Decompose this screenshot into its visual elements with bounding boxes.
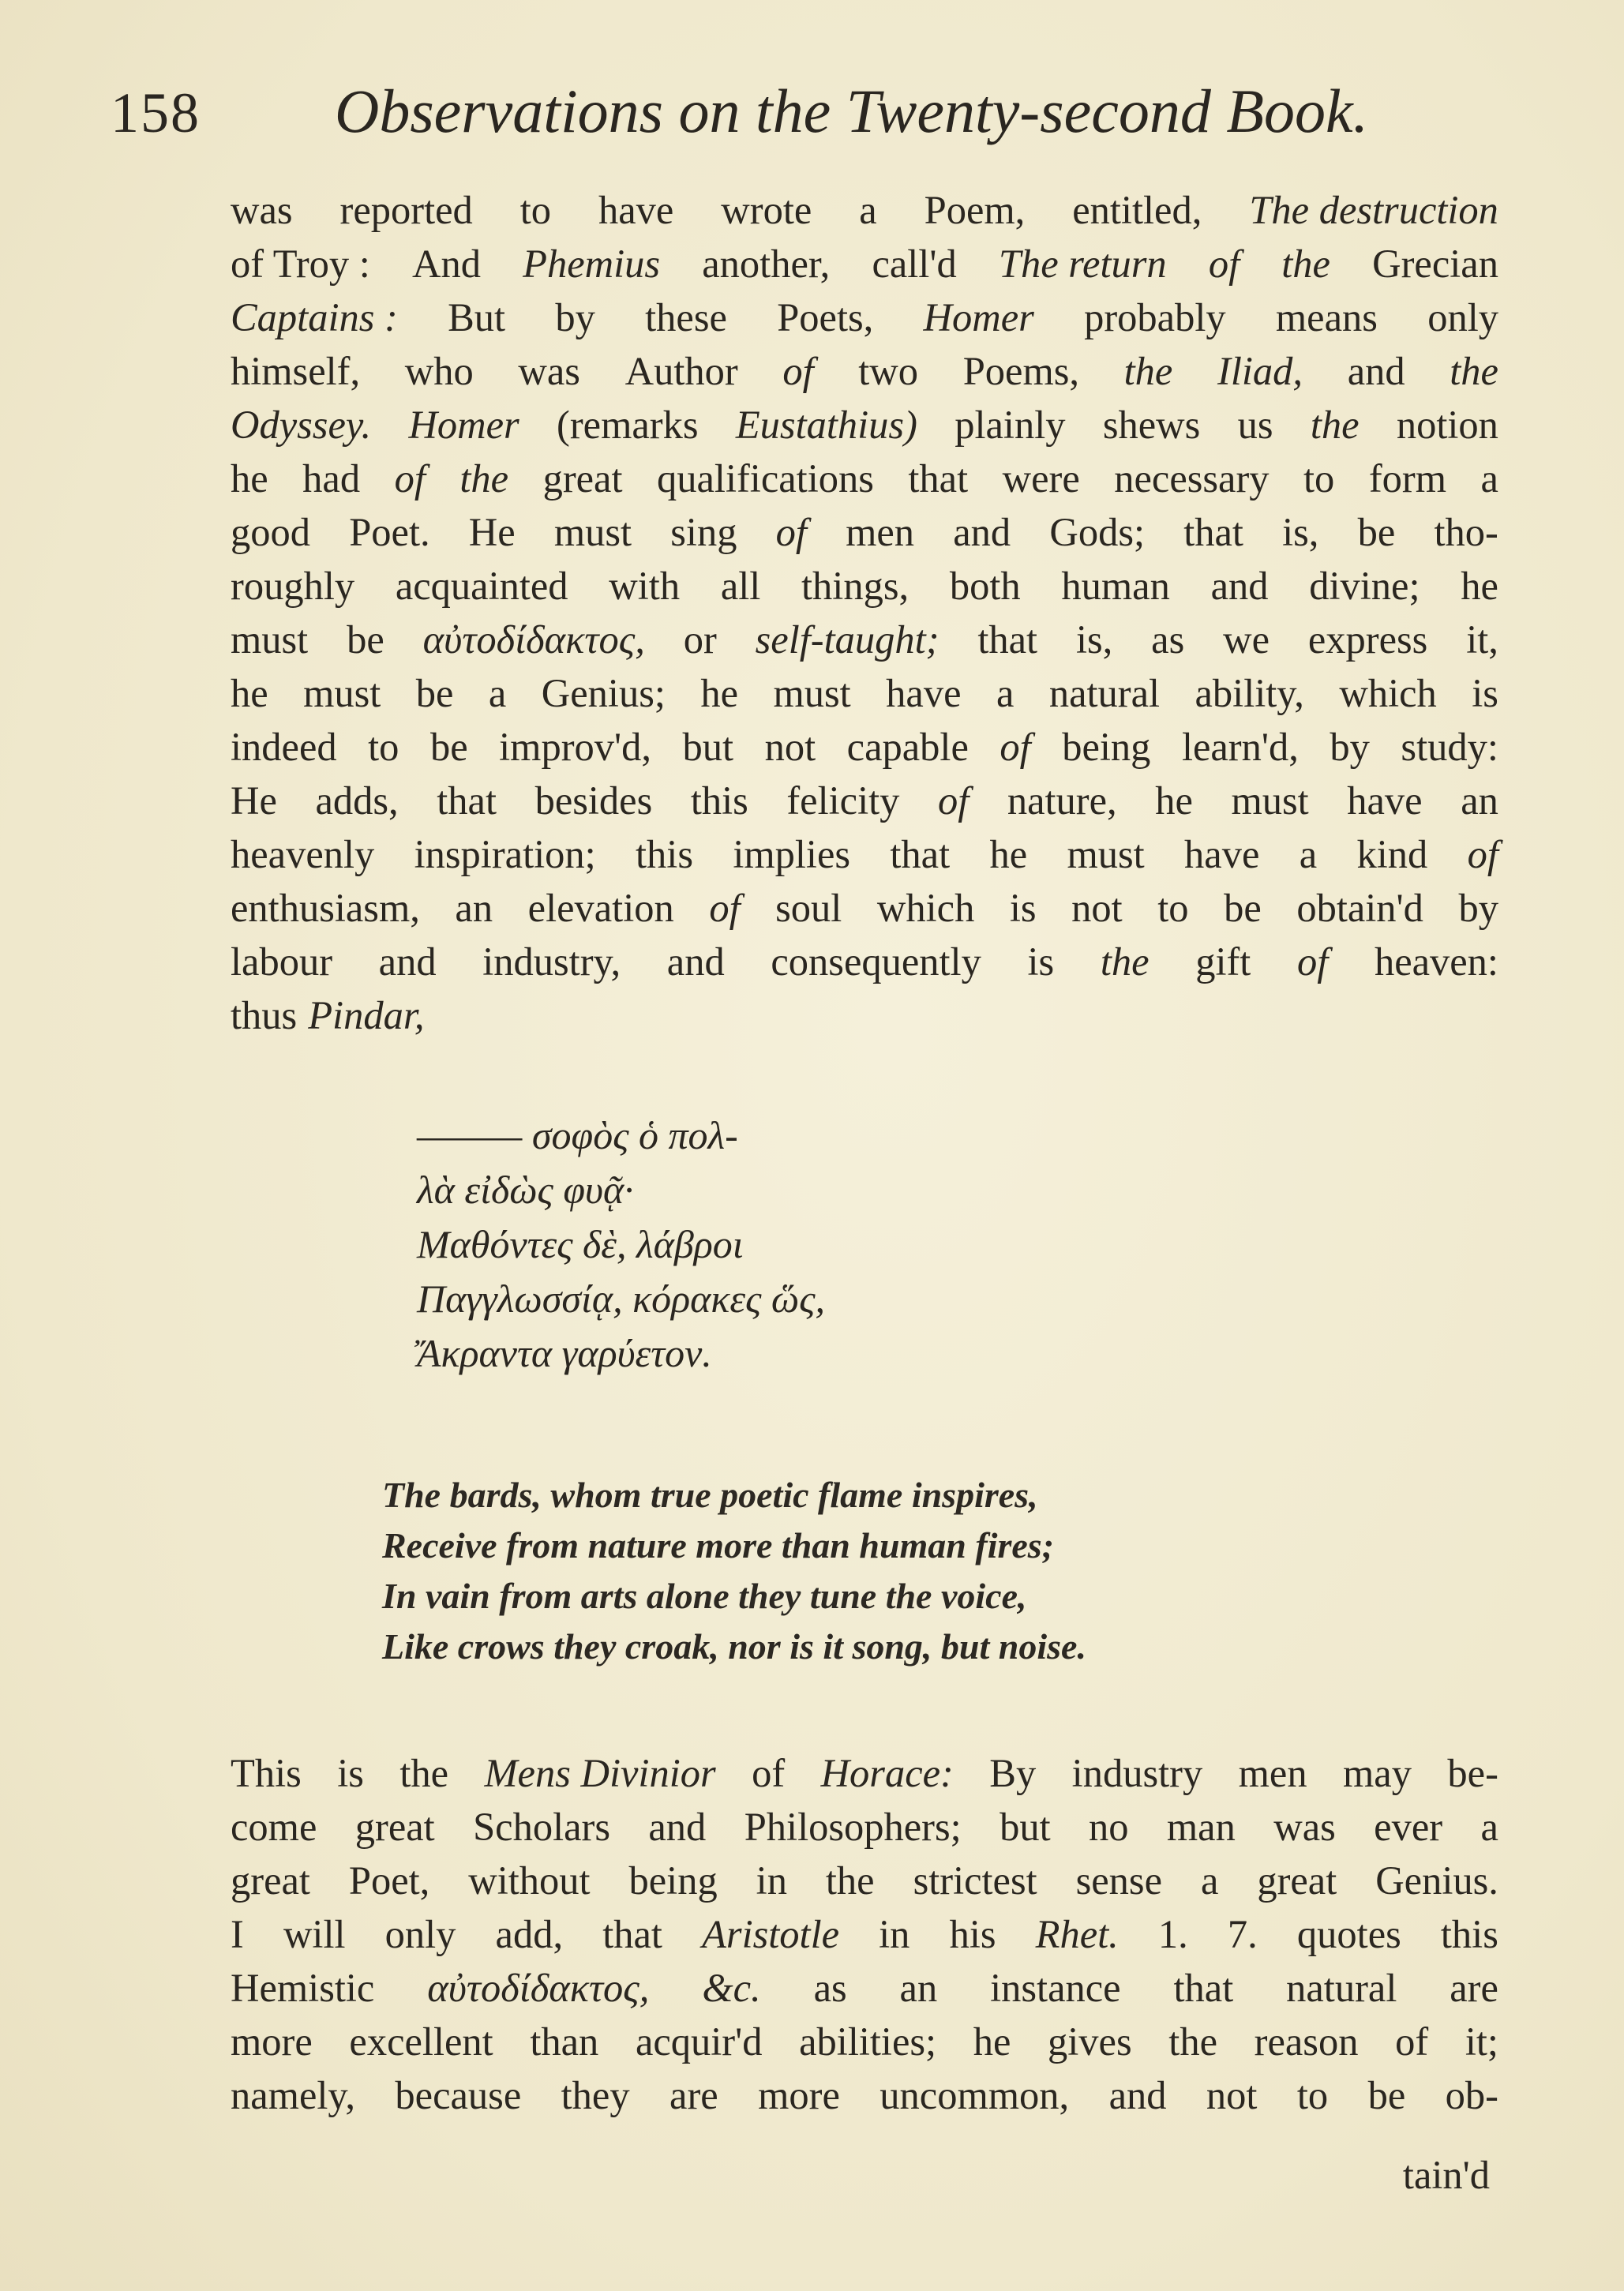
word: who bbox=[404, 349, 474, 393]
word: he bbox=[231, 671, 268, 715]
word: uncommon, bbox=[880, 2073, 1070, 2117]
word: soul bbox=[775, 886, 842, 930]
word: Poet. bbox=[349, 510, 430, 554]
word: reason bbox=[1254, 2019, 1359, 2064]
word: The destruction bbox=[1249, 188, 1498, 232]
word: an bbox=[899, 1966, 938, 2010]
word: means bbox=[1275, 295, 1378, 339]
word: no bbox=[1088, 1805, 1129, 1849]
word: and bbox=[1347, 349, 1405, 393]
word: men bbox=[1238, 1751, 1307, 1795]
word: I bbox=[231, 1912, 244, 1956]
word: By bbox=[989, 1751, 1037, 1795]
word: not bbox=[764, 725, 816, 769]
word: Poet, bbox=[348, 1858, 430, 1903]
text-line bbox=[231, 720, 1498, 774]
text-line bbox=[231, 291, 1498, 344]
word: industry bbox=[1071, 1751, 1203, 1795]
word: of bbox=[394, 456, 426, 501]
word: and bbox=[378, 939, 437, 984]
verse-line: Like crows they croak, nor is it song, but noise. bbox=[382, 1626, 1086, 1667]
word: as bbox=[1151, 617, 1185, 662]
word: a bbox=[488, 671, 507, 715]
word: inspiration; bbox=[414, 832, 596, 876]
word: qualifications bbox=[657, 456, 874, 501]
word: acquainted bbox=[395, 564, 568, 608]
word: Philosophers; bbox=[744, 1805, 962, 1849]
word: Poets, bbox=[777, 295, 874, 339]
word: be bbox=[1357, 510, 1396, 554]
word: indeed bbox=[231, 725, 337, 769]
text-line bbox=[231, 237, 1498, 291]
word: obtain'd bbox=[1296, 886, 1423, 930]
word: will bbox=[283, 1912, 346, 1956]
word: a bbox=[1200, 1858, 1219, 1903]
word: This bbox=[231, 1751, 302, 1795]
word: (remarks bbox=[557, 403, 699, 447]
word: but bbox=[682, 725, 734, 769]
word: of bbox=[1208, 242, 1240, 286]
word: only bbox=[384, 1912, 456, 1956]
word: as bbox=[813, 1966, 847, 2010]
word: of Troy : bbox=[231, 242, 370, 286]
word: quotes bbox=[1296, 1912, 1401, 1956]
word: or bbox=[683, 617, 717, 662]
word: Genius; bbox=[541, 671, 666, 715]
word: Poems, bbox=[962, 349, 1079, 393]
word: the bbox=[825, 1858, 875, 1903]
word: both bbox=[949, 564, 1021, 608]
paragraph-1 bbox=[231, 183, 1498, 1042]
running-title: Observations on the Twenty-second Book. bbox=[335, 77, 1369, 145]
word: Scholars bbox=[473, 1805, 610, 1849]
word: besides bbox=[534, 778, 653, 823]
word: the bbox=[459, 456, 509, 501]
word: of bbox=[709, 886, 741, 930]
word: acquir'd bbox=[635, 2019, 763, 2064]
word: is bbox=[1472, 671, 1498, 715]
word: not bbox=[1071, 886, 1123, 930]
word: strictest bbox=[913, 1858, 1037, 1903]
word: and bbox=[1210, 564, 1269, 608]
text-line bbox=[231, 183, 1498, 237]
word: of bbox=[775, 510, 807, 554]
word: an bbox=[1461, 778, 1498, 823]
word: was bbox=[1273, 1805, 1336, 1849]
word: have bbox=[1347, 778, 1423, 823]
paragraph-2 bbox=[231, 1746, 1498, 2122]
word: have bbox=[598, 188, 674, 232]
word: the bbox=[1168, 2019, 1217, 2064]
text-line bbox=[231, 988, 1498, 1042]
word: Odyssey. bbox=[231, 403, 372, 447]
word: Homer bbox=[408, 403, 519, 447]
word: sing bbox=[670, 510, 737, 554]
text-line bbox=[231, 613, 1498, 666]
word: is bbox=[1027, 939, 1055, 984]
word: instance bbox=[990, 1966, 1121, 2010]
greek-quotation bbox=[417, 1108, 825, 1381]
word: abilities; bbox=[799, 2019, 937, 2064]
text-line bbox=[231, 666, 1498, 720]
word: to bbox=[1157, 886, 1189, 930]
word: have bbox=[886, 671, 962, 715]
word: in bbox=[879, 1912, 910, 1956]
word: tho- bbox=[1434, 510, 1498, 554]
text-line bbox=[231, 1854, 1498, 1907]
word: by bbox=[555, 295, 595, 339]
word: Aristotle bbox=[702, 1912, 840, 1956]
word: a bbox=[1480, 1805, 1498, 1849]
word: things, bbox=[801, 564, 910, 608]
word: may bbox=[1343, 1751, 1412, 1795]
word: self-taught; bbox=[755, 617, 940, 662]
word: in bbox=[756, 1858, 787, 1903]
word: is, bbox=[1282, 510, 1319, 554]
word: necessary bbox=[1114, 456, 1270, 501]
word: enthusiasm, bbox=[231, 886, 420, 930]
word: that bbox=[437, 778, 497, 823]
word: a bbox=[1299, 832, 1318, 876]
word: nature, bbox=[1007, 778, 1117, 823]
word: the bbox=[1281, 242, 1330, 286]
word: more bbox=[758, 2073, 840, 2117]
word: is, bbox=[1075, 617, 1113, 662]
word: Mens Divinior bbox=[484, 1751, 716, 1795]
word: Gods; bbox=[1049, 510, 1146, 554]
word: of bbox=[1000, 725, 1031, 769]
word: all bbox=[720, 564, 761, 608]
word: are bbox=[669, 2073, 718, 2117]
word: natural bbox=[1286, 1966, 1397, 2010]
word: the bbox=[1100, 939, 1150, 984]
word: be bbox=[415, 671, 454, 715]
word: must bbox=[303, 671, 381, 715]
word: gift bbox=[1195, 939, 1251, 984]
word: αὐτοδίδακτος, bbox=[427, 1966, 650, 2010]
word: Captains : bbox=[231, 295, 398, 339]
word: and bbox=[648, 1805, 707, 1849]
word: which bbox=[876, 886, 975, 930]
word: to bbox=[368, 725, 399, 769]
text-line bbox=[231, 935, 1498, 988]
word: that bbox=[977, 617, 1038, 662]
word: Hemistic bbox=[231, 1966, 375, 2010]
word: elevation bbox=[527, 886, 674, 930]
word: come bbox=[231, 1805, 317, 1849]
word: improv'd, bbox=[499, 725, 652, 769]
word: that bbox=[602, 1912, 662, 1956]
word: that bbox=[908, 456, 969, 501]
text-line bbox=[231, 1800, 1498, 1854]
text-line bbox=[231, 452, 1498, 505]
word: it, bbox=[1466, 617, 1498, 662]
word: ability, bbox=[1195, 671, 1304, 715]
word: another, bbox=[702, 242, 831, 286]
page-number: 158 bbox=[111, 81, 201, 144]
word: he bbox=[1461, 564, 1498, 608]
word: two bbox=[858, 349, 919, 393]
word: by bbox=[1458, 886, 1498, 930]
word: be bbox=[347, 617, 384, 662]
word: a bbox=[859, 188, 877, 232]
word: Homer bbox=[923, 295, 1034, 339]
word: the bbox=[1450, 349, 1498, 393]
word: capable bbox=[846, 725, 969, 769]
word: Poem, bbox=[924, 188, 1026, 232]
page-header bbox=[111, 73, 1500, 159]
word: must bbox=[231, 617, 309, 662]
word: be bbox=[429, 725, 468, 769]
word: Eustathius) bbox=[735, 403, 917, 447]
word: 1. bbox=[1157, 1912, 1188, 1956]
word: with bbox=[609, 564, 681, 608]
word: he bbox=[989, 832, 1028, 876]
word: probably bbox=[1084, 295, 1226, 339]
word: this bbox=[690, 778, 748, 823]
word: had bbox=[302, 456, 361, 501]
word: great bbox=[1257, 1858, 1337, 1903]
word: great bbox=[542, 456, 623, 501]
word: of bbox=[1395, 2019, 1429, 2064]
word: felicity bbox=[786, 778, 900, 823]
word: a bbox=[1480, 456, 1498, 501]
word: ever bbox=[1374, 1805, 1443, 1849]
word: Rhet. bbox=[1035, 1912, 1119, 1956]
word: be bbox=[1367, 2073, 1406, 2117]
word: man bbox=[1166, 1805, 1236, 1849]
word: he bbox=[1155, 778, 1193, 823]
word: of bbox=[1467, 832, 1498, 876]
word: labour bbox=[231, 939, 333, 984]
word: be bbox=[1224, 886, 1262, 930]
catchword: tain'd bbox=[1402, 2153, 1490, 2197]
word: the bbox=[1310, 403, 1360, 447]
word: were bbox=[1002, 456, 1080, 501]
text-line bbox=[231, 827, 1498, 881]
word: heaven: bbox=[1374, 939, 1498, 984]
word: is bbox=[1009, 886, 1037, 930]
word: being bbox=[1062, 725, 1151, 769]
word: must bbox=[1231, 778, 1309, 823]
word: He bbox=[231, 778, 277, 823]
greek-verse-line: Παγγλωσσίᾳ, κόρακες ὥς, bbox=[417, 1277, 825, 1321]
word: us bbox=[1237, 403, 1273, 447]
word: was bbox=[231, 188, 293, 232]
word: he bbox=[700, 671, 739, 715]
word: that bbox=[890, 832, 951, 876]
text-line bbox=[231, 1961, 1498, 2015]
word: Grecian bbox=[1372, 242, 1498, 286]
text-line bbox=[231, 344, 1498, 398]
word: heavenly bbox=[231, 832, 375, 876]
word: the bbox=[399, 1751, 449, 1795]
word: than bbox=[530, 2019, 599, 2064]
word: Phemius bbox=[523, 242, 661, 286]
word: kind bbox=[1356, 832, 1428, 876]
word: form bbox=[1368, 456, 1446, 501]
word: Pindar, bbox=[308, 993, 425, 1037]
word: but bbox=[1000, 1805, 1051, 1849]
text-line bbox=[231, 505, 1498, 559]
text-line bbox=[231, 881, 1498, 935]
word: have bbox=[1184, 832, 1260, 876]
word: must bbox=[1067, 832, 1145, 876]
word: and bbox=[1108, 2073, 1167, 2117]
word: of bbox=[937, 778, 970, 823]
word: are bbox=[1450, 1966, 1498, 2010]
word: The return bbox=[998, 242, 1167, 286]
word: αὐτοδίδακτος, bbox=[422, 617, 645, 662]
word: add, bbox=[495, 1912, 564, 1956]
word: excellent bbox=[349, 2019, 493, 2064]
word: we bbox=[1223, 617, 1270, 662]
text-line bbox=[231, 2068, 1498, 2122]
word: more bbox=[231, 2019, 313, 2064]
text-line bbox=[231, 774, 1498, 827]
word: must bbox=[553, 510, 632, 554]
greek-verse-line: Μαθόντες δὲ, λάβροι bbox=[417, 1222, 744, 1266]
verse-line: Receive from nature more than human fires; bbox=[382, 1525, 1055, 1565]
text-line bbox=[231, 2015, 1498, 2068]
text-line bbox=[231, 559, 1498, 613]
word: this bbox=[636, 832, 693, 876]
word: &c. bbox=[702, 1966, 761, 2010]
word: that bbox=[1173, 1966, 1234, 2010]
word: human bbox=[1061, 564, 1170, 608]
word: plainly bbox=[955, 403, 1066, 447]
word: consequently bbox=[771, 939, 981, 984]
word: he bbox=[973, 2019, 1011, 2064]
word: and bbox=[953, 510, 1011, 554]
greek-verse-line: λὰ εἰδὼς φυᾷ· bbox=[417, 1168, 634, 1212]
word: study: bbox=[1401, 725, 1498, 769]
word: an bbox=[455, 886, 493, 930]
word: reported bbox=[339, 188, 473, 232]
word: men bbox=[846, 510, 915, 554]
word: Author bbox=[624, 349, 738, 393]
word: great bbox=[354, 1805, 435, 1849]
word: entitled, bbox=[1072, 188, 1202, 232]
word: only bbox=[1427, 295, 1498, 339]
word: thus bbox=[231, 993, 298, 1037]
word: industry, bbox=[482, 939, 621, 984]
word: namely, bbox=[231, 2073, 355, 2117]
text-line bbox=[231, 1746, 1498, 1800]
word: He bbox=[468, 510, 516, 554]
word: natural bbox=[1048, 671, 1161, 715]
text-line bbox=[231, 1907, 1498, 1961]
word: the bbox=[1123, 349, 1173, 393]
word: learn'd, bbox=[1181, 725, 1299, 769]
verse-line: The bards, whom true poetic flame inspires, bbox=[382, 1475, 1038, 1515]
greek-verse-line: Ἄκραντα γαρύετον. bbox=[417, 1331, 712, 1375]
word: they bbox=[561, 2073, 630, 2117]
word: roughly bbox=[231, 564, 355, 608]
word: and bbox=[666, 939, 725, 984]
word: that bbox=[1183, 510, 1243, 554]
word: adds, bbox=[315, 778, 399, 823]
word: being bbox=[628, 1858, 718, 1903]
word: of bbox=[1297, 939, 1329, 984]
word: not bbox=[1206, 2073, 1258, 2117]
word: ob- bbox=[1445, 2073, 1498, 2117]
word: Horace: bbox=[820, 1751, 954, 1795]
word: Genius. bbox=[1375, 1858, 1498, 1903]
verse-line: In vain from arts alone they tune the voice, bbox=[382, 1576, 1027, 1616]
word: implies bbox=[733, 832, 851, 876]
word: a bbox=[996, 671, 1015, 715]
word: of bbox=[752, 1751, 786, 1795]
word: to bbox=[1296, 2073, 1329, 2117]
word: to bbox=[1303, 456, 1335, 501]
text-line bbox=[231, 398, 1498, 452]
word: he bbox=[231, 456, 268, 501]
word: And bbox=[412, 242, 481, 286]
word: his bbox=[949, 1912, 996, 1956]
greek-verse-line: ——— σοφὸς ὁ πολ- bbox=[417, 1113, 738, 1157]
word: was bbox=[518, 349, 580, 393]
word: which bbox=[1339, 671, 1437, 715]
word: sense bbox=[1075, 1858, 1162, 1903]
word: But bbox=[448, 295, 506, 339]
word: these bbox=[645, 295, 727, 339]
word: express bbox=[1307, 617, 1428, 662]
word: divine; bbox=[1309, 564, 1420, 608]
word: call'd bbox=[872, 242, 957, 286]
word: because bbox=[395, 2073, 522, 2117]
word: be- bbox=[1447, 1751, 1498, 1795]
translation-verse bbox=[382, 1470, 1086, 1672]
word: wrote bbox=[721, 188, 812, 232]
word: shews bbox=[1102, 403, 1201, 447]
word: Iliad, bbox=[1217, 349, 1303, 393]
word: 7. bbox=[1227, 1912, 1258, 1956]
word: this bbox=[1440, 1912, 1498, 1956]
word: is bbox=[337, 1751, 364, 1795]
word: without bbox=[468, 1858, 591, 1903]
word: to bbox=[519, 188, 552, 232]
word: himself, bbox=[231, 349, 361, 393]
word: by bbox=[1330, 725, 1370, 769]
word: must bbox=[773, 671, 851, 715]
word: it; bbox=[1465, 2019, 1498, 2064]
word: of bbox=[782, 349, 814, 393]
word: gives bbox=[1048, 2019, 1132, 2064]
word: good bbox=[231, 510, 310, 554]
word: notion bbox=[1396, 403, 1498, 447]
word: great bbox=[231, 1858, 310, 1903]
